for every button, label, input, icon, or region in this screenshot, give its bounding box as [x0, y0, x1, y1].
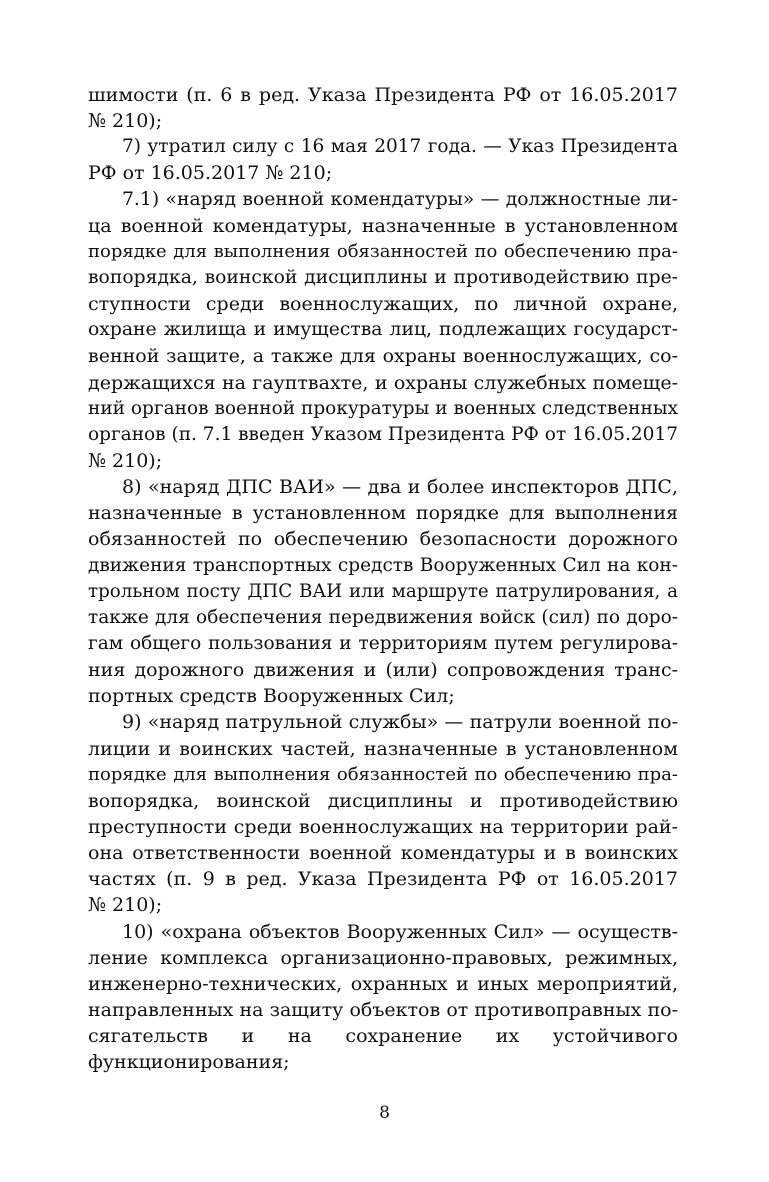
paragraph-7-1-line: охране жилища и имущества лиц, подлежащих государст- — [88, 319, 678, 341]
paragraph-9-line: вопорядка, воинской дисциплины и противодействию — [88, 789, 678, 812]
paragraph-8-line: ния дорожного движения и (или) сопровождения транс- — [88, 659, 678, 682]
paragraph-7-1-line: № 210); — [88, 449, 163, 472]
paragraph-10-line: 10) «охрана объектов Вооруженных Сил» — осуществ- — [122, 920, 678, 943]
paragraph-7-1-line: ступности среди военнослужащих, по личной охране, — [88, 293, 678, 316]
body-text — [88, 82, 678, 1075]
paragraph-7-1-line: вопорядка, воинской дисциплины и противодействию пре- — [88, 266, 678, 288]
paragraph-7-1-line: ний органов военной прокуратуры и военных следственных — [88, 397, 678, 419]
paragraph-9-line: лиции и воинских частей, назначенные в установленном — [88, 737, 678, 760]
paragraph-10-line: инженерно-технических, охранных и иных мероприятий, — [88, 972, 678, 995]
paragraph-7-1-line: органов (п. 7.1 введен Указом Президента РФ от 16.05.2017 — [88, 423, 678, 445]
paragraph-10-line: функционирования; — [88, 1051, 290, 1074]
paragraph-8-line: обязанностей по обеспечению безопасности дорожного — [88, 528, 678, 551]
paragraph-9-line: порядке для выполнения обязанностей по обеспечению пра- — [88, 763, 678, 785]
paragraph-7-1-line: венной защите, а также для охраны военнослужащих, со- — [88, 345, 678, 368]
text-line: № 210); — [88, 110, 163, 133]
paragraph-9-line: она ответственности военной комендатуры и в воинских — [88, 842, 678, 865]
paragraph-9-line: частях (п. 9 в ред. Указа Президента РФ от 16.05.2017 — [88, 868, 678, 891]
paragraph-7-line: 7) утратил силу с 16 мая 2017 года. — Указ Президента — [122, 136, 678, 158]
paragraph-10-line: направленных на защиту объектов от противоправных по- — [88, 998, 678, 1021]
paragraph-7-line: РФ от 16.05.2017 № 210; — [88, 162, 333, 185]
paragraph-8-line: 8) «наряд ДПС ВАИ» — два и более инспекторов ДПС, — [122, 476, 678, 499]
paragraph-7-1-line: ца военной комендатуры, назначенные в установленном — [88, 214, 678, 237]
paragraph-10-line: сягательств и на сохранение их устойчивого — [88, 1025, 678, 1048]
paragraph-7-1-line: порядке для выполнения обязанностей по обеспечению пра- — [88, 240, 678, 262]
paragraph-8-line: также для обеспечения передвижения войск (сил) по доро- — [88, 606, 678, 628]
paragraph-8-line: движения транспортных средств Вооруженных Сил на кон- — [88, 554, 678, 576]
text-line: шимости (п. 6 в ред. Указа Президента РФ от 16.05.2017 — [88, 84, 678, 106]
paragraph-7-1-line: держащихся на гауптвахте, и охраны служебных помеще- — [88, 371, 678, 394]
paragraph-8-line: трольном посту ДПС ВАИ или маршруте патрулирования, а — [88, 580, 678, 602]
paragraph-7-1-line: 7.1) «наряд военной комендатуры» — должностные ли- — [122, 188, 678, 210]
paragraph-10-line: ление комплекса организационно-правовых, режимных, — [88, 946, 678, 969]
paragraph-9-line: № 210); — [88, 894, 163, 917]
paragraph-9-line: 9) «наряд патрульной службы» — патрули военной по- — [122, 711, 678, 734]
paragraph-8-line: гам общего пользования и территориям путем регулирова- — [88, 632, 678, 654]
paragraph-9-line: преступности среди военнослужащих на территории рай- — [88, 815, 678, 838]
paragraph-8-line: назначенные в установленном порядке для выполнения — [88, 502, 678, 525]
paragraph-8-line: портных средств Вооруженных Сил; — [88, 685, 455, 708]
page-number: 8 — [379, 1103, 390, 1123]
